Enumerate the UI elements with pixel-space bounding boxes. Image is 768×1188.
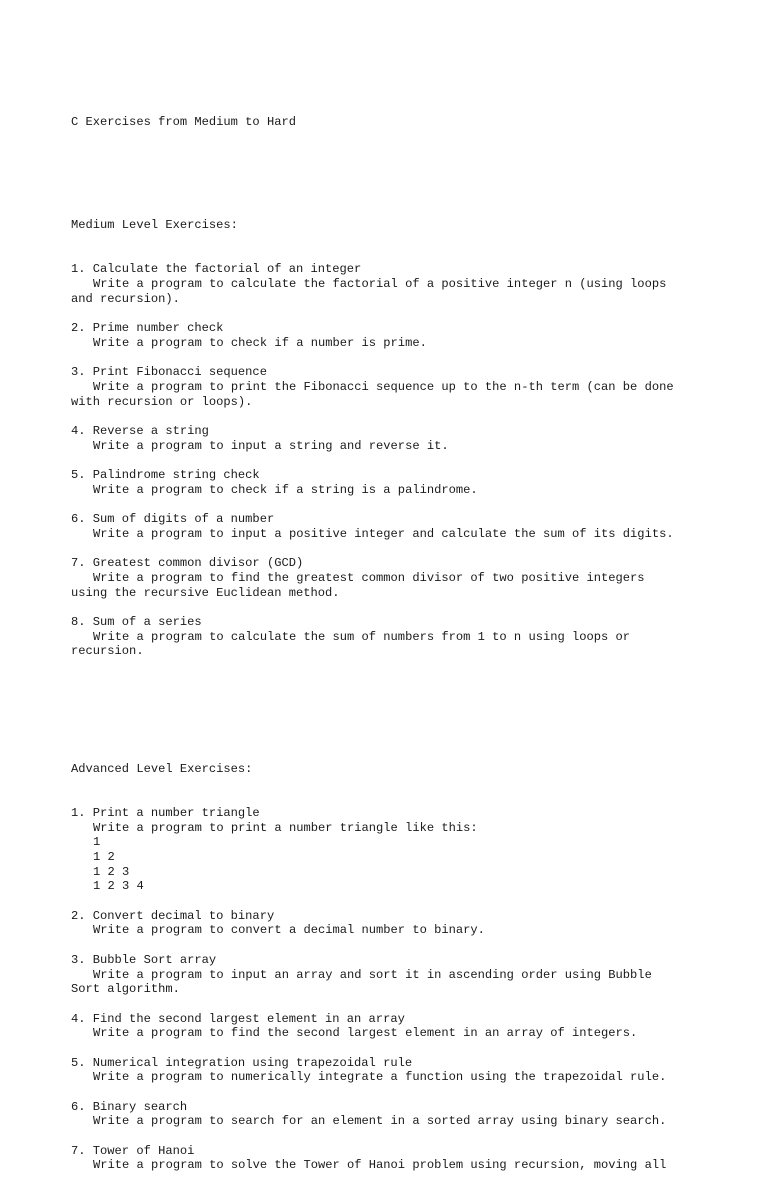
exercise-item	[71, 512, 761, 541]
exercise-title: 5. Numerical integration using trapezoidal rule	[71, 1055, 413, 1070]
exercise-item	[71, 953, 761, 997]
exercise-item	[71, 556, 761, 600]
exercise-title: 1. Print a number triangle	[71, 805, 260, 820]
exercise-description-wrap: and recursion).	[71, 291, 180, 306]
exercise-item	[71, 468, 761, 497]
advanced-heading: Advanced Level Exercises:	[71, 761, 253, 776]
exercise-description-line: Write a program to print the Fibonacci sequence up to the n-th term (can be done	[93, 379, 674, 394]
exercise-item	[71, 262, 761, 306]
exercise-description-line: Write a program to calculate the factorial of a positive integer n (using loops	[93, 277, 667, 292]
exercise-description-line: Write a program to convert a decimal number to binary.	[93, 923, 485, 938]
exercise-title: 6. Binary search	[71, 1099, 188, 1114]
exercise-description-line: Write a program to numerically integrate a function using the trapezoidal rule.	[93, 1070, 667, 1085]
exercise-title: 2. Convert decimal to binary	[71, 908, 275, 923]
exercise-item	[71, 321, 761, 350]
exercise-title: 3. Bubble Sort array	[71, 952, 217, 967]
exercise-description-line: 1 2 3	[93, 864, 130, 879]
exercise-title: 8. Sum of a series	[71, 614, 202, 629]
exercise-title: 7. Greatest common divisor (GCD)	[71, 556, 304, 571]
advanced-exercise-list	[71, 806, 761, 1173]
exercise-description-line: Write a program to find the second largest element in an array of integers.	[93, 1026, 638, 1041]
exercise-description-line: Write a program to print a number triangle like this:	[93, 820, 478, 835]
exercise-item	[71, 1144, 761, 1173]
exercise-description-wrap: Sort algorithm.	[71, 982, 180, 997]
exercise-title: 1. Calculate the factorial of an integer	[71, 262, 362, 277]
exercise-item	[71, 365, 761, 409]
exercise-description-line: Write a program to check if a string is a palindrome.	[93, 482, 478, 497]
exercise-item	[71, 1100, 761, 1129]
exercise-description-wrap: using the recursive Euclidean method.	[71, 585, 340, 600]
exercise-description-line: 1	[93, 835, 101, 850]
exercise-title: 5. Palindrome string check	[71, 468, 260, 483]
exercise-description-line: Write a program to input a string and reverse it.	[93, 438, 449, 453]
medium-exercise-list	[71, 262, 761, 673]
exercise-description-wrap: with recursion or loops).	[71, 394, 253, 409]
exercise-item	[71, 806, 761, 894]
exercise-title: 6. Sum of digits of a number	[71, 512, 275, 527]
exercise-item	[71, 909, 761, 938]
exercise-description-line: 1 2 3 4	[93, 879, 144, 894]
exercise-description-line: Write a program to input an array and sort it in ascending order using Bubble	[93, 967, 652, 982]
exercise-title: 3. Print Fibonacci sequence	[71, 365, 267, 380]
exercise-item	[71, 1056, 761, 1085]
medium-heading: Medium Level Exercises:	[71, 218, 238, 233]
exercise-description-line: Write a program to search for an element in a sorted array using binary search.	[93, 1114, 667, 1129]
exercise-description-line: Write a program to check if a number is prime.	[93, 335, 427, 350]
exercise-item	[71, 1012, 761, 1041]
exercise-description-line: 1 2	[93, 850, 115, 864]
exercise-item	[71, 615, 761, 659]
exercise-description-line: Write a program to input a positive integer and calculate the sum of its digits.	[93, 526, 674, 541]
exercise-description-line: Write a program to find the greatest common divisor of two positive integers	[93, 570, 645, 585]
exercise-item	[71, 424, 761, 453]
exercise-title: 4. Reverse a string	[71, 423, 209, 438]
exercise-title: 7. Tower of Hanoi	[71, 1143, 195, 1158]
document-page	[71, 86, 761, 1188]
document-title: C Exercises from Medium to Hard	[71, 115, 296, 130]
exercise-title: 4. Find the second largest element in an array	[71, 1011, 405, 1026]
exercise-description-line: Write a program to solve the Tower of Hanoi problem using recursion, moving all	[93, 1158, 667, 1173]
exercise-description-wrap: recursion.	[71, 644, 144, 659]
exercise-description-line: Write a program to calculate the sum of numbers from 1 to n using loops or	[93, 629, 631, 644]
exercise-title: 2. Prime number check	[71, 321, 224, 336]
